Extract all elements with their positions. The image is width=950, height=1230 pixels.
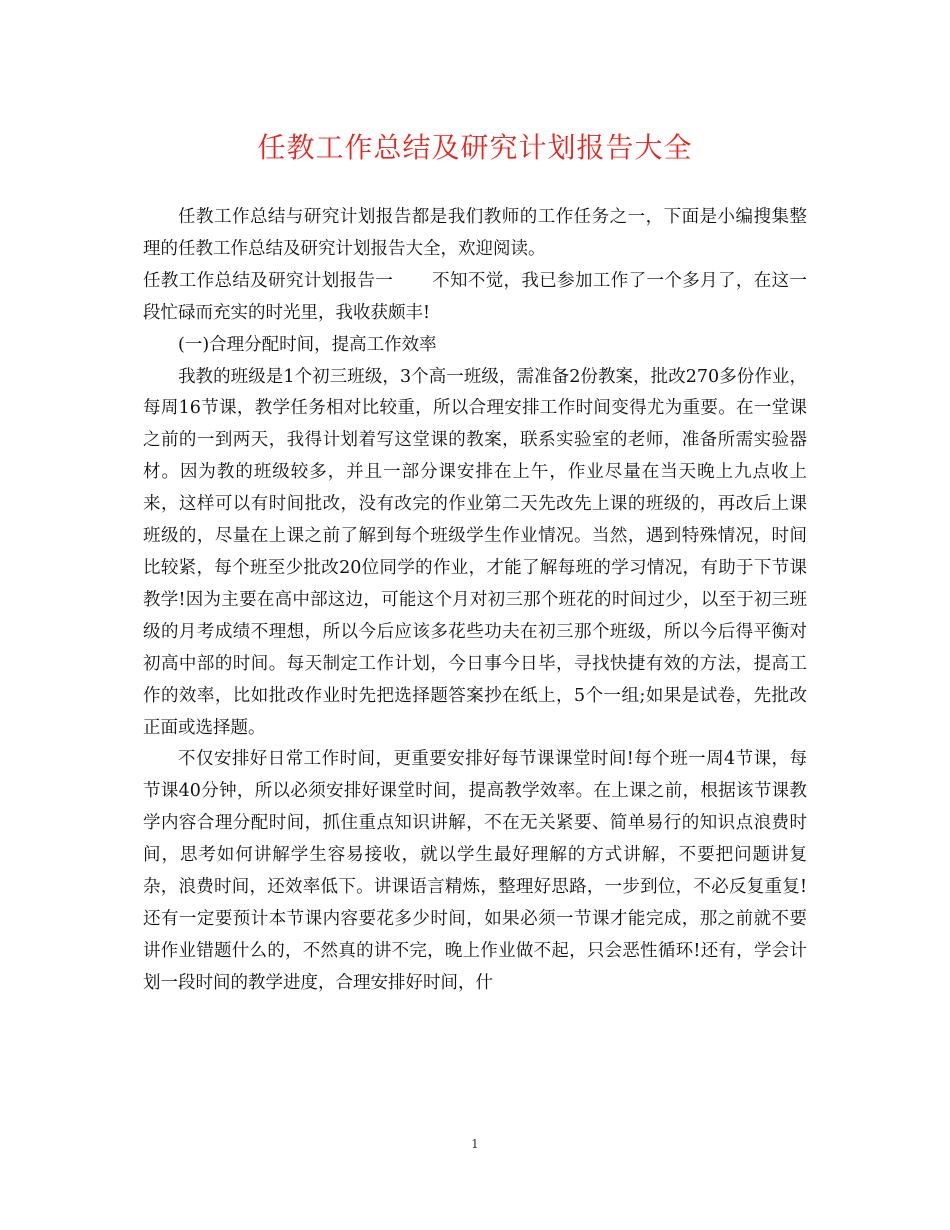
- report-opening: 不知不觉，我已参加工作了一个多月了，在这一段忙碌而充实的时光里，我收获颇丰!: [143, 270, 808, 323]
- body-paragraph-2: 不仅安排好日常工作时间，更重要安排好每节课课堂时间!每个班一周4节课，每节课40分钟，所以必须安排好课堂时间，提高教学效率。在上课之前，根据该节课教学内容合理分配时间，抓住重点知识讲解，不在无关紧要、简单易行的知识点浪费时间，思考如何讲解学生容易接收，就以学生最好理解的方式讲解，不要把问题讲复杂，浪费时间，还效率低下。讲课语言精炼，整理好思路，一步到位，不必反复重复!还有一定要预计本节课内容要花多少时间，如果必须一节课才能完成，那之前就不要讲作业错题什么的，不然真的讲不完，晚上作业做不起，只会恶性循环!还有，学会计划一段时间的教学进度，合理安排好时间，什: [143, 749, 807, 993]
- section-heading: (一)合理分配时间，提高工作效率: [178, 334, 437, 355]
- intro-paragraph: 任教工作总结与研究计划报告都是我们教师的工作任务之一，下面是小编搜集整理的任教工作总结及研究计划报告大全，欢迎阅读。: [143, 207, 807, 259]
- body-paragraph-1: 我教的班级是1个初三班级，3个高一班级，需准备2份教案，批改270多份作业，每周16节课，教学任务相对比较重，所以合理安排工作时间变得尤为重要。在一堂课之前的一到两天，我得计划着写这堂课的教案，联系实验室的老师，准备所需实验器材。因为教的班级较多，并且一部分课安排在上午，作业尽量在当天晚上九点收上来，这样可以有时间批改，没有改完的作业第二天先改先上课的班级的，再改后上课班级的，尽量在上课之前了解到每个班级学生作业情况。当然，遇到特殊情况，时间比较紧，每个班至少批改20位同学的作业，才能了解每班的学习情况，有助于下节课教学!因为主要在高中部这边，可能这个月对初三那个班花的时间过少，以至于初三班级的月考成绩不理想，所以今后应该多花些功夫在初三那个班级，所以今后得平衡对初高中部的时间。每天制定工作计划，今日事今日毕，寻找快捷有效的方法，提高工作的效率，比如批改作业时先把选择题答案抄在纸上，5个一组;如果是试卷，先批改正面或选择题。: [143, 366, 807, 738]
- report-paragraph: [143, 266, 807, 330]
- report-heading: 任教工作总结及研究计划报告一: [143, 270, 394, 291]
- document-title: 任教工作总结及研究计划报告大全: [257, 131, 693, 164]
- document-body: [143, 202, 807, 1000]
- page-number: 1: [471, 1137, 479, 1151]
